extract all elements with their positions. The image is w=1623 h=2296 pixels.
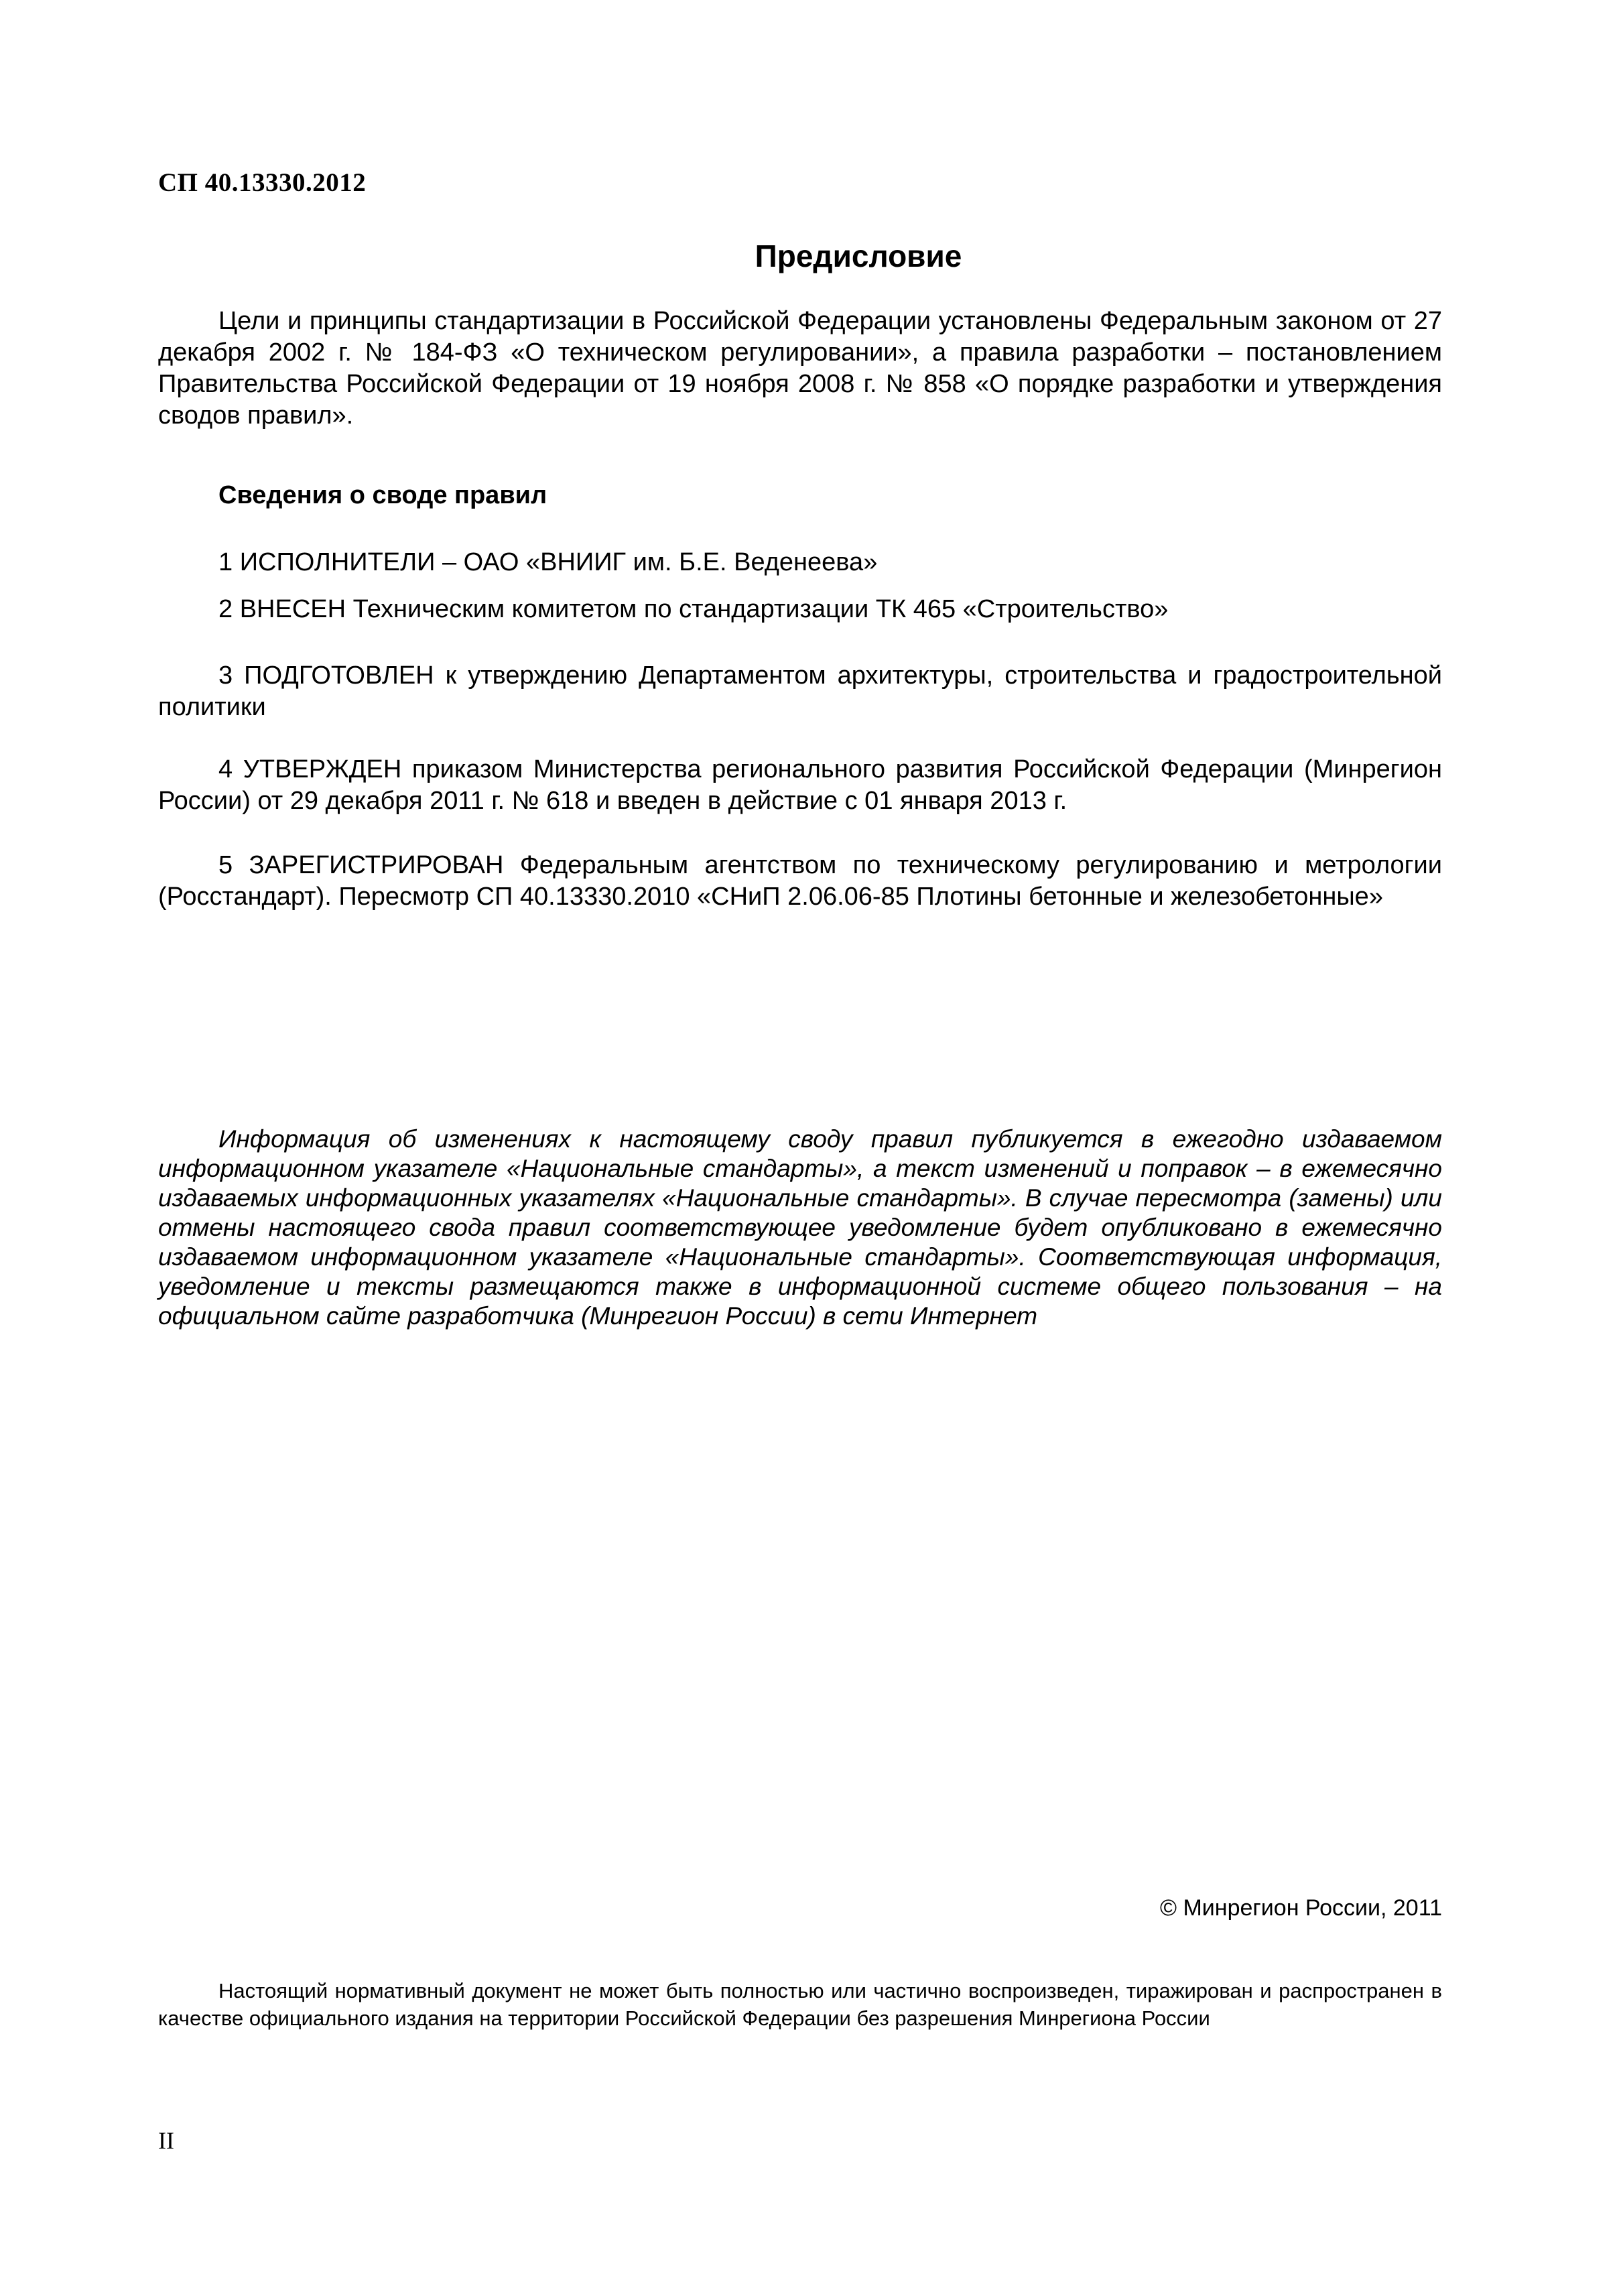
changes-notice: Информация об изменениях к настоящему своду правил публикуется в ежегодно издаваемом информационном указателе «Национальные стандарты», а текст изменений и поправок – в ежемесячно издаваемых информационных указателях «Национальные стандарты». В случае пересмотра (замены) или отмены настоящего свода правил соответствующее уведомление будет опубликовано в ежемесячно издаваемом информационном указателе «Национальные стандарты». Соответствующая информация, уведомление и тексты размещаются также в информационной системе общего пользования – на официальном сайте разработчика (Минрегион России) в сети Интернет — [158, 1125, 1442, 1330]
info-item-4: 4 УТВЕРЖДЕН приказом Министерства регионального развития Российской Федерации (Минрегион России) от 29 декабря 2011 г. № 618 и введен в действие с 01 января 2013 г. — [158, 755, 1442, 815]
page-title: Предисловие — [755, 239, 962, 273]
info-item-5: 5 ЗАРЕГИСТРИРОВАН Федеральным агентством по техническому регулированию и метрологии (Росстандарт). Пересмотр СП 40.13330.2010 «СНиП 2.06.06-85 Плотины бетонные и железобетонные» — [158, 851, 1442, 911]
copyright: © Минрегион России, 2011 — [1159, 1895, 1442, 1921]
reproduction-notice: Настоящий нормативный документ не может быть полностью или частично воспроизведен, тиражирован и распространен в качестве официального издания на территории Российской Федерации без разрешения Минрегиона России — [158, 1979, 1442, 2030]
preface-intro: Цели и принципы стандартизации в Российской Федерации установлены Федеральным законом от 27 декабря 2002 г. № 184-ФЗ «О техническом регулировании», а правила разработки – постановлением Правительства Российской Федерации от 19 ноября 2008 г. № 858 «О порядке разработки и утверждения сводов правил». — [158, 307, 1442, 430]
info-item-2: 2 ВНЕСЕН Техническим комитетом по стандартизации ТК 465 «Строительство» — [218, 595, 1169, 623]
info-item-1: 1 ИСПОЛНИТЕЛИ – ОАО «ВНИИГ им. Б.Е. Веденеева» — [218, 548, 878, 576]
info-item-3: 3 ПОДГОТОВЛЕН к утверждению Департаментом архитектуры, строительства и градостроительной политики — [158, 661, 1442, 721]
document-code: СП 40.13330.2012 — [158, 168, 367, 197]
page-number: II — [158, 2127, 174, 2154]
info-heading: Сведения о своде правил — [218, 481, 547, 509]
